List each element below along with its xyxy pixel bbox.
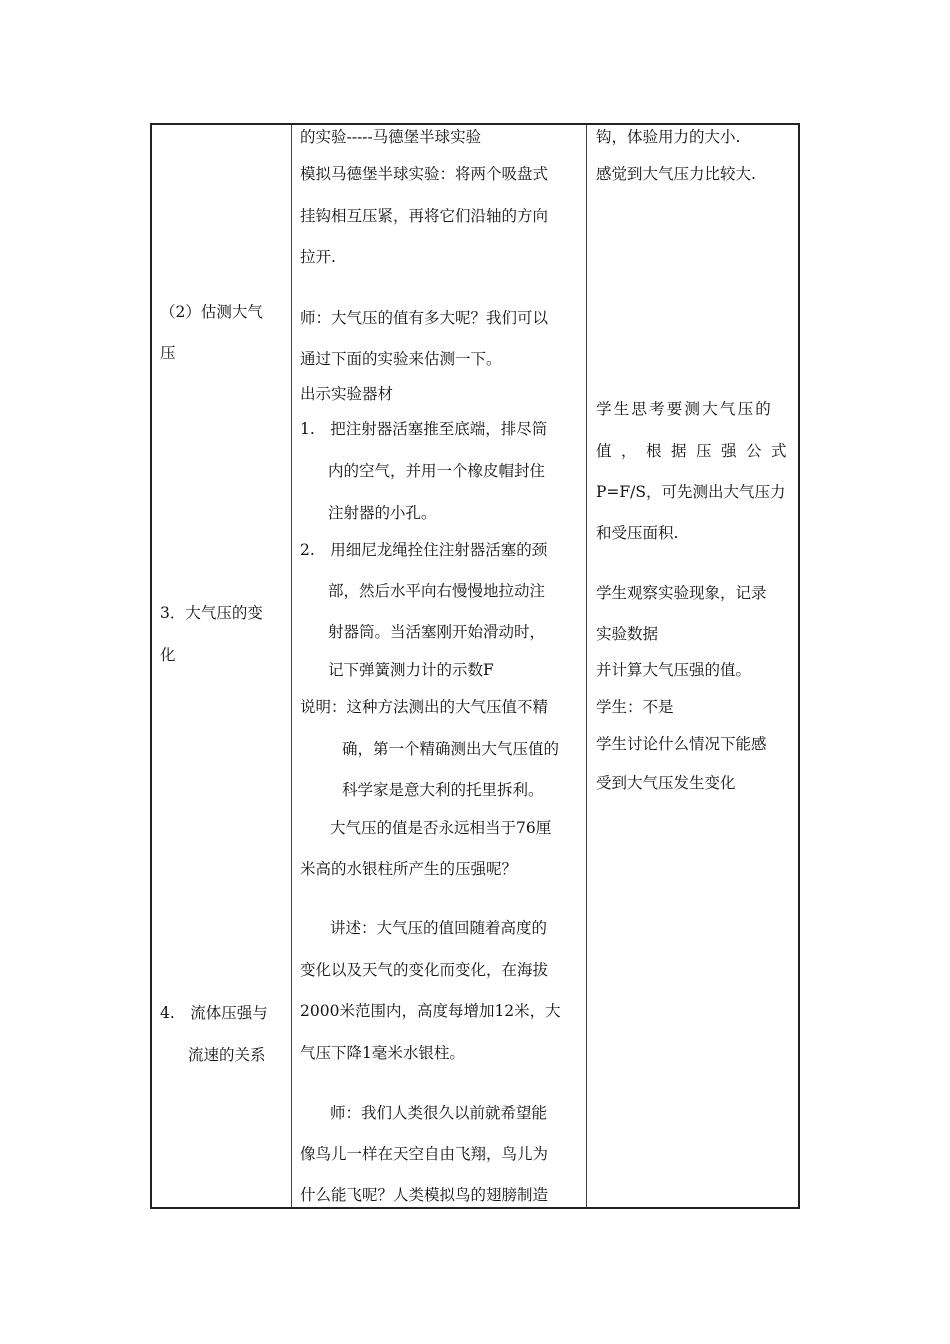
text-line: 通过下面的实验来估测一下。 [300,350,502,368]
text-line: 2. 用细尼龙绳拴住注射器活塞的颈 [300,541,548,559]
text-line: 2000米范围内，高度每增加12米，大 [300,1002,561,1020]
text-line: 注射器的小孔。 [328,504,437,522]
text-line: 并计算大气压强的值。 [596,661,752,679]
text-line: 感觉到大气压力比较大. [596,165,756,183]
text-line: 大气压的值是否永远相当于76厘 [330,819,552,837]
text-line: 受到大气压发生变化 [596,774,736,792]
text-line: 射器筒。当活塞刚开始滑动时， [328,623,546,641]
text-line: 说明：这种方法测出的大气压值不精 [300,698,549,716]
column-divider [291,125,292,1207]
text-line: 学生讨论什么情况下能感 [596,735,767,753]
text-line: 部，然后水平向右慢慢地拉动注 [328,582,546,600]
text-line: 钩，体验用力的大小. [596,128,741,146]
text-line: 米高的水银柱所产生的压强呢？ [300,860,518,878]
text-line: 的实验-----马德堡半球实验 [300,128,482,146]
text-line: 师：我们人类很久以前就希望能 [330,1104,548,1122]
text-line: 确，第一个精确测出大气压值的 [342,740,560,758]
text-line: P=F/S，可先测出大气压力 [596,483,786,501]
section-heading: （2）估测大气 [160,303,263,321]
text-line: 内的空气，并用一个橡皮帽封住 [328,462,546,480]
text-line: 讲述：大气压的值回随着高度的 [330,919,548,937]
text-line: 学生观察实验现象，记录 [596,584,767,602]
text-line: 科学家是意大利的托里拆利。 [342,781,544,799]
section-heading: 3．大气压的变 [160,604,263,622]
section-heading: 化 [160,646,176,664]
section-heading: 4. 流体压强与 [160,1004,268,1022]
text-line: 学生思考要测大气压的 [596,400,774,418]
text-line: 记下弹簧测力计的示数F [328,661,494,679]
text-line: 什么能飞呢？人类模拟鸟的翅膀制造 [300,1186,549,1204]
section-heading: 流速的关系 [188,1046,266,1064]
text-line: 1. 把注射器活塞推至底端，排尽筒 [300,420,548,438]
text-line: 值，根据压强公式 [596,442,797,460]
text-line: 出示实验器材 [300,385,394,403]
text-line: 学生：不是 [596,698,674,716]
text-line: 气压下降1毫米水银柱。 [300,1044,465,1062]
text-line: 和受压面积. [596,524,679,542]
text-line: 模拟马德堡半球实验：将两个吸盘式 [300,165,549,183]
text-line: 拉开. [300,248,336,266]
text-line: 师：大气压的值有多大呢？我们可以 [300,309,549,327]
text-line: 实验数据 [596,625,659,643]
section-heading: 压 [160,344,176,362]
text-line: 挂钩相互压紧，再将它们沿轴的方向 [300,207,549,225]
text-line: 像鸟儿一样在天空自由飞翔，鸟儿为 [300,1145,549,1163]
text-line: 变化以及天气的变化而变化，在海拔 [300,961,549,979]
column-divider [586,125,587,1207]
